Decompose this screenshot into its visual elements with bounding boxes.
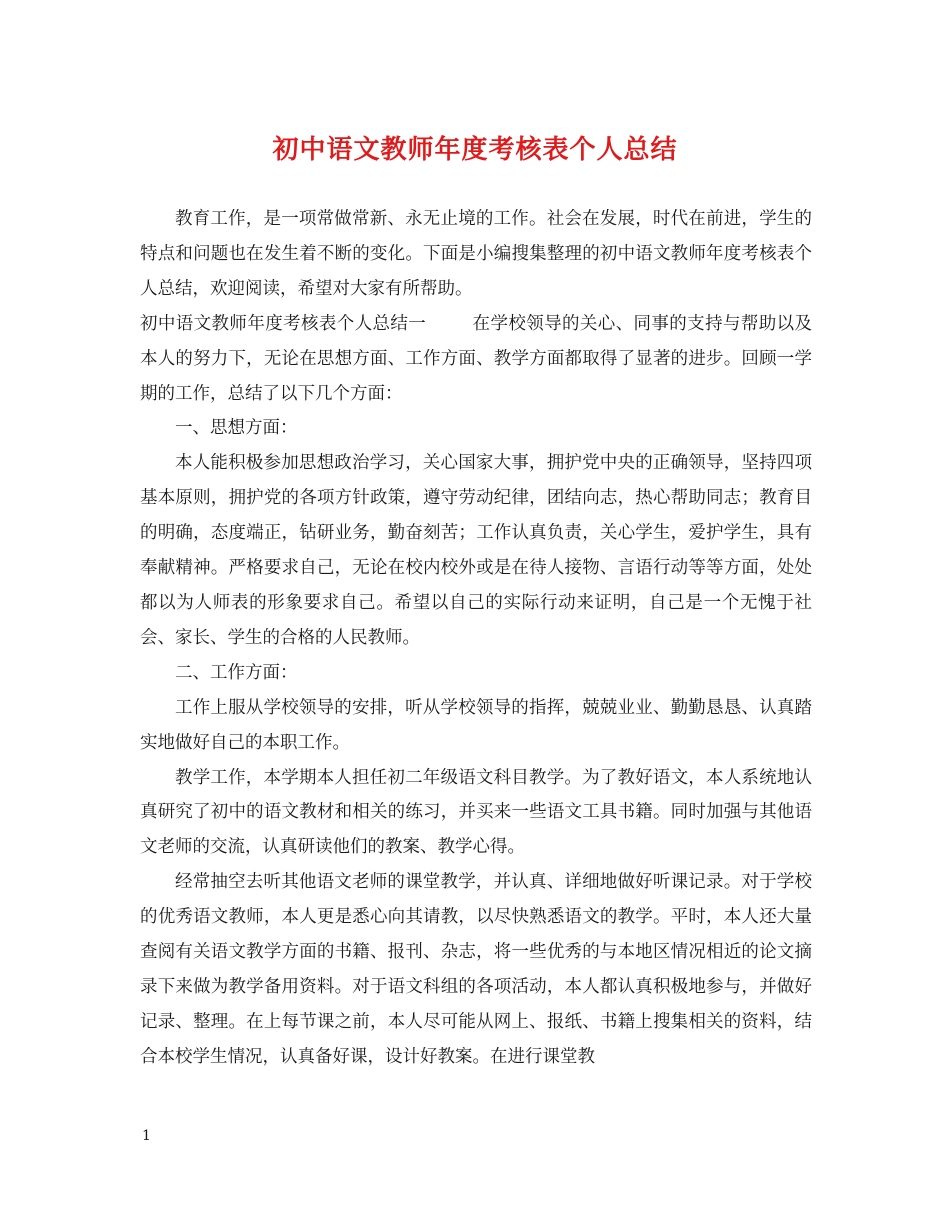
- page-number: 1: [142, 1128, 151, 1144]
- heading-thought: 一、思想方面：: [175, 418, 298, 439]
- document-body: [140, 202, 812, 1075]
- paragraph-thought: 本人能积极参加思想政治学习，关心国家大事，拥护党中央的正确领导，坚持四项基本原则，拥护党的各项方针政策，遵守劳动纪律，团结向志，热心帮助同志；教育目的明确，态度端正，钻研业务，勤奋刻苦；工作认真负责，关心学生，爱护学生，具有奉献精神。严格要求自己，无论在校内校外或是在待人接物、言语行动等等方面，处处都以为人师表的形象要求自己。希望以自己的实际行动来证明，自己是一个无愧于社会、家长、学生的合格的人民教师。: [140, 453, 812, 648]
- section-heading: 初中语文教师年度考核表个人总结一: [140, 313, 427, 334]
- paragraph-teaching: 教学工作，本学期本人担任初二年级语文科目教学。为了教好语文，本人系统地认真研究了初中的语文教材和相关的练习，并买来一些语文工具书籍。同时加强与其他语文老师的交流，认真研读他们的教案、教学心得。: [140, 767, 812, 858]
- paragraph-section-one: [140, 307, 812, 412]
- paragraph-lesson-observation: 经常抽空去听其他语文老师的课堂教学，并认真、详细地做好听课记录。对于学校的优秀语文教师，本人更是悉心向其请教，以尽快熟悉语文的教学。平时，本人还大量查阅有关语文教学方面的书籍、报刊、杂志，将一些优秀的与本地区情况相近的论文摘录下来做为教学备用资料。对于语文科组的各项活动，本人都认真积极地参与，并做好记录、整理。在上每节课之前，本人尽可能从网上、报纸、书籍上搜集相关的资料，结合本校学生情况，认真备好课，设计好教案。在进行课堂教: [140, 872, 812, 1067]
- paragraph-work: 工作上服从学校领导的安排，听从学校领导的指挥，兢兢业业、勤勤恳恳、认真踏实地做好自己的本职工作。: [140, 697, 812, 753]
- paragraph-intro: 教育工作，是一项常做常新、永无止境的工作。社会在发展，时代在前进，学生的特点和问题也在发生着不断的变化。下面是小编搜集整理的初中语文教师年度考核表个人总结，欢迎阅读，希望对大家有所帮助。: [140, 209, 812, 299]
- section-text: 在学校领导的关心、同事的支持与帮助以及本人的努力下，无论在思想方面、工作方面、教学方面都取得了显著的进步。回顾一学期的工作，总结了以下几个方面：: [140, 313, 812, 404]
- document-title: 初中语文教师年度考核表个人总结: [272, 135, 678, 165]
- heading-work: 二、工作方面：: [175, 662, 298, 683]
